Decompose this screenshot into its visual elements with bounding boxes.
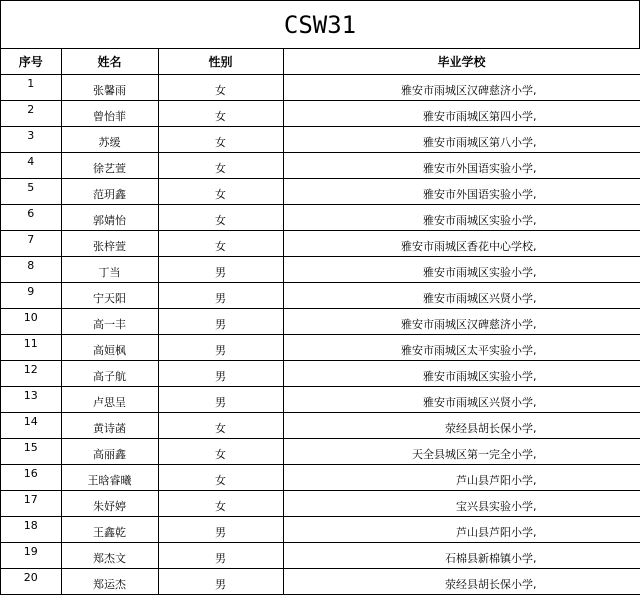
student-name: 郭婧怡	[61, 204, 158, 230]
student-name: 王鑫乾	[61, 516, 158, 542]
row-number: 2	[1, 100, 61, 126]
graduate-school: 雅安市雨城区实验小学,	[283, 204, 640, 230]
student-gender: 男	[158, 516, 283, 542]
student-gender: 男	[158, 256, 283, 282]
student-gender: 女	[158, 126, 283, 152]
student-name: 曾怡菲	[61, 100, 158, 126]
table-row	[1, 516, 640, 542]
table-row	[1, 360, 640, 386]
table-row	[1, 126, 640, 152]
student-name: 张梓萱	[61, 230, 158, 256]
header-row	[1, 49, 640, 74]
student-gender: 男	[158, 334, 283, 360]
row-number: 6	[1, 204, 61, 230]
header-school: 毕业学校	[283, 49, 640, 74]
graduate-school: 宝兴县实验小学,	[283, 490, 640, 516]
table-row	[1, 386, 640, 412]
graduate-school: 雅安市雨城区香花中心学校,	[283, 230, 640, 256]
sheet-title: CSW31	[1, 1, 640, 49]
row-number: 20	[1, 568, 61, 594]
student-gender: 男	[158, 308, 283, 334]
student-gender: 女	[158, 438, 283, 464]
student-gender: 男	[158, 568, 283, 594]
student-name: 范玥鑫	[61, 178, 158, 204]
row-number: 3	[1, 126, 61, 152]
table-row	[1, 282, 640, 308]
table-row	[1, 230, 640, 256]
table-body	[1, 74, 640, 594]
graduate-school: 雅安市雨城区兴贤小学,	[283, 386, 640, 412]
row-number: 1	[1, 74, 61, 100]
graduate-school: 雅安市雨城区实验小学,	[283, 360, 640, 386]
graduate-school: 雅安市雨城区实验小学,	[283, 256, 640, 282]
student-name: 朱妤婷	[61, 490, 158, 516]
graduate-school: 芦山县芦阳小学,	[283, 516, 640, 542]
graduate-school: 雅安市雨城区太平实验小学,	[283, 334, 640, 360]
header-gender: 性别	[158, 49, 283, 74]
row-number: 12	[1, 360, 61, 386]
student-gender: 女	[158, 230, 283, 256]
student-name: 高一丰	[61, 308, 158, 334]
table-row	[1, 100, 640, 126]
table-row	[1, 542, 640, 568]
table-row	[1, 204, 640, 230]
student-name: 高丽鑫	[61, 438, 158, 464]
student-name: 卢思呈	[61, 386, 158, 412]
graduate-school: 雅安市外国语实验小学,	[283, 152, 640, 178]
graduate-school: 天全县城区第一完全小学,	[283, 438, 640, 464]
row-number: 14	[1, 412, 61, 438]
table-row	[1, 256, 640, 282]
table-row	[1, 152, 640, 178]
row-number: 5	[1, 178, 61, 204]
graduate-school: 雅安市外国语实验小学,	[283, 178, 640, 204]
student-name: 郑杰文	[61, 542, 158, 568]
student-gender: 女	[158, 412, 283, 438]
student-name: 徐艺萱	[61, 152, 158, 178]
row-number: 7	[1, 230, 61, 256]
graduate-school: 荥经县胡长保小学,	[283, 412, 640, 438]
graduate-school: 雅安市雨城区第八小学,	[283, 126, 640, 152]
row-number: 10	[1, 308, 61, 334]
table-row	[1, 308, 640, 334]
header-no: 序号	[1, 49, 61, 74]
row-number: 4	[1, 152, 61, 178]
student-table	[1, 49, 640, 595]
student-name: 高姮枫	[61, 334, 158, 360]
graduate-school: 雅安市雨城区第四小学,	[283, 100, 640, 126]
table-row	[1, 464, 640, 490]
student-name: 张馨雨	[61, 74, 158, 100]
student-name: 丁当	[61, 256, 158, 282]
table-row	[1, 412, 640, 438]
student-gender: 男	[158, 360, 283, 386]
row-number: 16	[1, 464, 61, 490]
student-gender: 女	[158, 100, 283, 126]
student-name: 黄诗菡	[61, 412, 158, 438]
row-number: 19	[1, 542, 61, 568]
row-number: 17	[1, 490, 61, 516]
graduate-school: 雅安市雨城区兴贤小学,	[283, 282, 640, 308]
header-name: 姓名	[61, 49, 158, 74]
student-gender: 女	[158, 464, 283, 490]
row-number: 8	[1, 256, 61, 282]
graduate-school: 芦山县芦阳小学,	[283, 464, 640, 490]
row-number: 15	[1, 438, 61, 464]
table-row	[1, 74, 640, 100]
student-gender: 女	[158, 178, 283, 204]
graduate-school: 雅安市雨城区汉碑慈济小学,	[283, 74, 640, 100]
student-gender: 女	[158, 152, 283, 178]
student-gender: 男	[158, 542, 283, 568]
student-name: 宁天阳	[61, 282, 158, 308]
row-number: 9	[1, 282, 61, 308]
row-number: 11	[1, 334, 61, 360]
table-row	[1, 178, 640, 204]
row-number: 18	[1, 516, 61, 542]
student-gender: 男	[158, 282, 283, 308]
graduate-school: 荥经县胡长保小学,	[283, 568, 640, 594]
student-name: 王晗睿曦	[61, 464, 158, 490]
graduate-school: 雅安市雨城区汉碑慈济小学,	[283, 308, 640, 334]
graduate-school: 石棉县新棉镇小学,	[283, 542, 640, 568]
student-gender: 女	[158, 74, 283, 100]
student-gender: 女	[158, 204, 283, 230]
student-name: 郑运杰	[61, 568, 158, 594]
student-name: 高子航	[61, 360, 158, 386]
table-row	[1, 438, 640, 464]
student-name: 苏缓	[61, 126, 158, 152]
table-row	[1, 568, 640, 594]
student-gender: 男	[158, 386, 283, 412]
student-gender: 女	[158, 490, 283, 516]
table-row	[1, 490, 640, 516]
table-row	[1, 334, 640, 360]
row-number: 13	[1, 386, 61, 412]
